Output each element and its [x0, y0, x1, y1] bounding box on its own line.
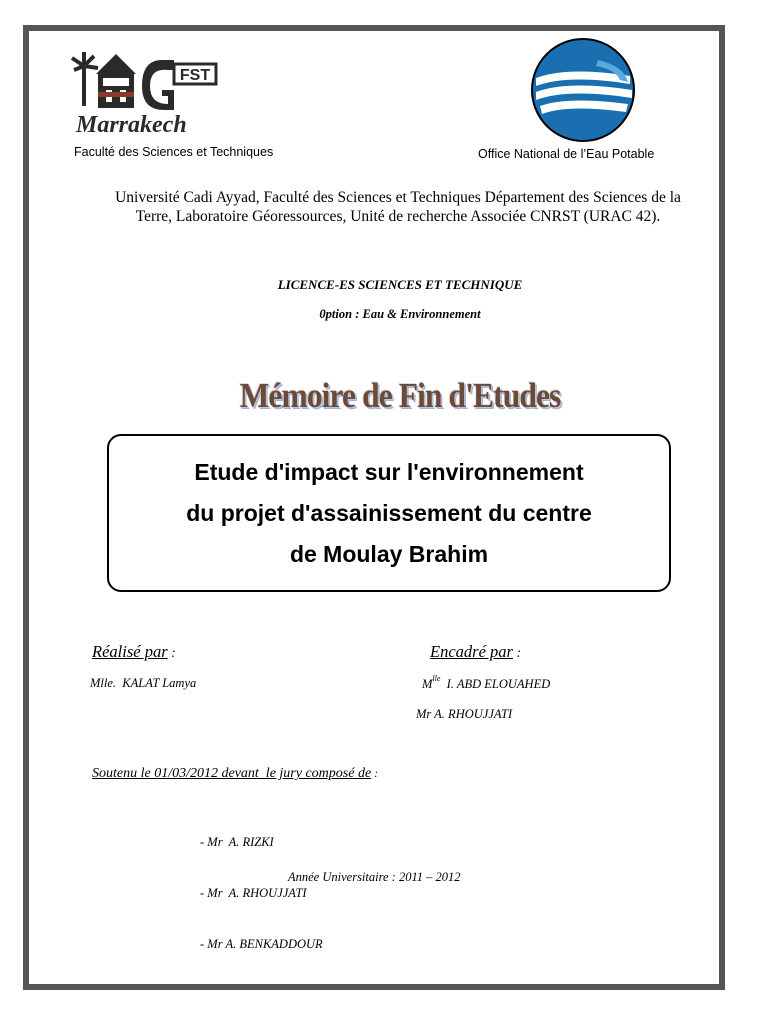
realise-par-label: Réalisé par [92, 642, 168, 661]
svg-text:Marrakech: Marrakech [76, 112, 187, 136]
thesis-title-line: de Moulay Brahim [289, 541, 489, 567]
onep-caption: Office National de l’Eau Potable [478, 147, 655, 161]
jury-member: - Mr A. RIZKI [200, 835, 274, 849]
supervisor-1-name: I. ABD ELOUAHED [440, 677, 551, 691]
author-name: Mlle. KALAT Lamya [90, 676, 197, 690]
encadre-par-label: Encadré par [430, 642, 513, 661]
fst-marrakech-logo [70, 46, 220, 136]
jury-member: - Mr A. RHOUJJATI [200, 886, 307, 900]
document-type-heading: Mémoire de Fin d'Etudes [239, 376, 561, 415]
encadre-par-colon: : [512, 646, 522, 661]
supervisor-1-prefix: M [422, 677, 433, 691]
degree-option: 0ption : Eau & Environnement [319, 307, 481, 321]
svg-text:FST: FST [179, 67, 211, 84]
defense-statement-colon: : [371, 766, 379, 780]
academic-year: Année Universitaire : 2011 – 2012 [288, 870, 461, 884]
thesis-title [107, 452, 671, 575]
realise-par-heading [92, 642, 176, 662]
thesis-title-line: du projet d'assainissement du centre [186, 500, 592, 526]
fst-caption: Faculté des Sciences et Techniques [74, 145, 274, 159]
jury-member: - Mr A. BENKADDOUR [200, 937, 323, 951]
degree-title: LICENCE-ES SCIENCES ET TECHNIQUE [277, 277, 523, 292]
supervisor-2: Mr A. RHOUJJATI [416, 707, 513, 721]
jury-list [200, 800, 323, 970]
affiliation-text: Université Cadi Ayyad, Faculté des Sciences et Techniques Département des Sciences de la Terre, Laboratoire Géoressources, Unité de recherche Associée CNRST (URAC 42). [115, 189, 681, 225]
encadre-par-heading [430, 642, 521, 662]
defense-statement-label: Soutenu le 01/03/2012 devant le jury composé de [92, 766, 372, 781]
supervisor-1 [422, 674, 550, 692]
defense-statement [92, 766, 378, 782]
realise-par-colon: : [167, 646, 176, 661]
onep-logo [528, 36, 638, 144]
thesis-title-line: Etude d'impact sur l'environnement [194, 459, 584, 485]
supervisor-1-title: lle [432, 674, 441, 683]
